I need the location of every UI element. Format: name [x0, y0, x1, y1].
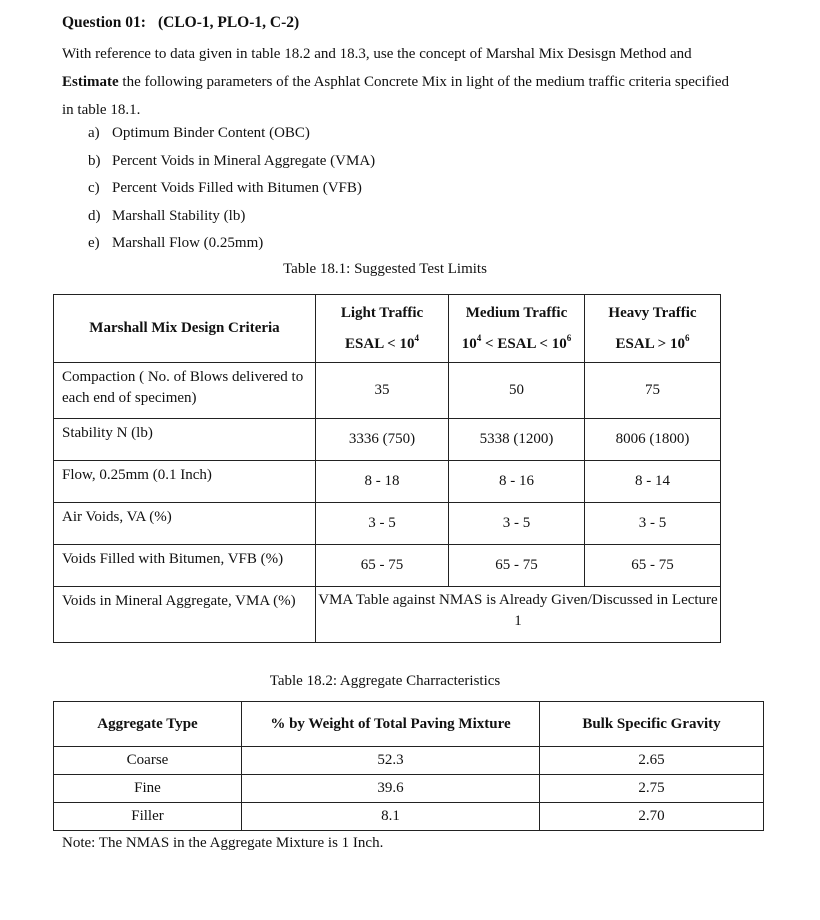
criteria-header: Marshall Mix Design Criteria	[54, 295, 316, 363]
medium-traffic-header: Medium Traffic $10^4$ < ESAL < $10^6$	[449, 295, 585, 363]
parameter-list	[88, 120, 375, 258]
table1-caption: Table 18.1: Suggested Test Limits	[283, 261, 487, 277]
table-row: Stability N (lb) 3336 (750) 5338 (1200) 8006 (1800)	[54, 419, 721, 461]
light-traffic-header: Light Traffic ESAL < $10^4$	[316, 295, 449, 363]
list-item: c) Percent Voids Filled with Bitumen (VFB)	[88, 180, 362, 196]
list-item: e) Marshall Flow (0.25mm)	[88, 235, 264, 251]
list-item: a) Optimum Binder Content (OBC)	[88, 125, 310, 141]
list-item: b) Percent Voids in Mineral Aggregate (VMA)	[88, 152, 376, 169]
vma-row: Voids in Mineral Aggregate, VMA (%) VMA Table against NMAS is Already Given/Discussed in Lecture 1	[54, 587, 721, 643]
table-row: Fine 39.6 2.75	[54, 775, 764, 803]
table-row: Flow, 0.25mm (0.1 Inch) 8 - 18 8 - 16 8 - 14	[54, 461, 721, 503]
aggregate-table	[53, 701, 764, 831]
question-text: With reference to data given in table 18.2 and 18.3, use the concept of Marshal Mix Desisgn Method and Estimate the following parameters of the Asphlat Concrete Mix in light of the medium traffic criteria specified in table 18.1.	[62, 46, 730, 118]
table-row: Filler 8.1 2.70	[54, 803, 764, 831]
question-code: (CLO-1, PLO-1, C-2)	[157, 14, 300, 31]
question-heading	[62, 14, 299, 32]
table2-caption: Table 18.2: Aggregate Charracteristics	[269, 673, 501, 689]
table-header-row	[54, 295, 721, 363]
table-row: Coarse 52.3 2.65	[54, 747, 764, 775]
table-row: Voids Filled with Bitumen, VFB (%) 65 - 75 65 - 75 65 - 75	[54, 545, 721, 587]
nmas-note: Note: The NMAS in the Aggregate Mixture is 1 Inch.	[62, 835, 384, 851]
table-header-row: Aggregate Type % by Weight of Total Paving Mixture Bulk Specific Gravity	[54, 702, 764, 747]
estimate-keyword: Estimate	[62, 74, 119, 90]
vma-note: VMA Table against NMAS is Already Given/Discussed in Lecture 1	[316, 587, 721, 643]
heavy-traffic-header: Heavy Traffic ESAL > $10^6$	[585, 295, 721, 363]
table-row: Compaction ( No. of Blows delivered to each end of specimen) 35 50 75	[54, 363, 721, 419]
list-item: d) Marshall Stability (lb)	[88, 207, 246, 224]
question-label: Question 01:	[62, 14, 146, 31]
table-row: Air Voids, VA (%) 3 - 5 3 - 5 3 - 5	[54, 503, 721, 545]
test-limits-table	[53, 294, 721, 643]
